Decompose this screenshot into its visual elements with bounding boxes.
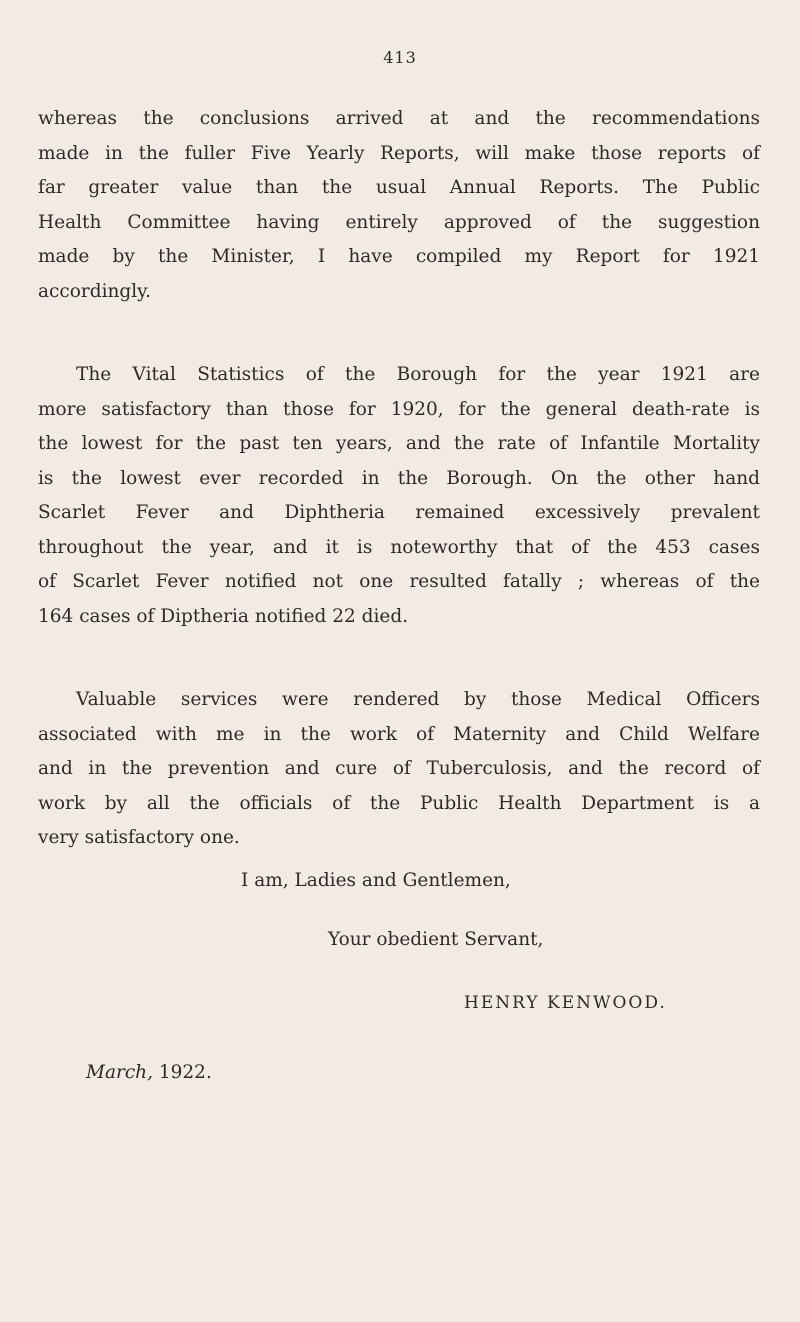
paragraph-line: more satisfactory than those for 1920, for the general death-rate is: [38, 398, 760, 420]
paragraph-line: throughout the year, and it is noteworthy that of the 453 cases: [38, 536, 760, 558]
paragraph-line: accordingly.: [38, 280, 152, 302]
paragraph-line: associated with me in the work of Maternity and Child Welfare: [38, 723, 760, 745]
paragraph-line: of Scarlet Fever notified not one resulted fatally ; whereas of the: [38, 571, 760, 592]
paragraph-line: is the lowest ever recorded in the Borough. On the other hand: [38, 467, 760, 489]
paragraph-1: [38, 102, 760, 309]
paragraph-line: whereas the conclusions arrived at and the recommendations: [38, 108, 760, 129]
paragraph-line: Valuable services were rendered by those Medical Officers: [76, 689, 760, 710]
paragraph-line: work by all the officials of the Public Health Department is a: [38, 792, 760, 814]
paragraph-line: made by the Minister, I have compiled my Report for 1921: [38, 246, 760, 267]
paragraph-line: 164 cases of Diptheria notified 22 died.: [38, 605, 409, 627]
paragraph-line: Scarlet Fever and Diphtheria remained excessively prevalent: [38, 502, 760, 523]
paragraph-2: [38, 358, 760, 634]
valediction: Your obedient Servant,: [328, 929, 544, 950]
paragraph-line: Health Committee having entirely approved of the suggestion: [38, 211, 760, 233]
paragraph-3: [38, 683, 760, 856]
paragraph-line: The Vital Statistics of the Borough for the year 1921 are: [76, 364, 760, 385]
signature: HENRY KENWOOD.: [464, 993, 667, 1013]
paragraph-line: made in the fuller Five Yearly Reports, will make those reports of: [38, 142, 760, 164]
date-line: [86, 1062, 212, 1083]
salutation: I am, Ladies and Gentlemen,: [241, 870, 511, 891]
paragraph-line: very satisfactory one.: [38, 827, 240, 848]
page-number: 413: [383, 48, 417, 67]
date-month: March,: [86, 1062, 153, 1083]
date-year: 1922.: [158, 1062, 212, 1083]
paragraph-line: far greater value than the usual Annual Reports. The Public: [38, 177, 760, 198]
paragraph-line: the lowest for the past ten years, and the rate of Infantile Mortality: [38, 433, 760, 454]
paragraph-line: and in the prevention and cure of Tuberculosis, and the record of: [38, 758, 760, 779]
